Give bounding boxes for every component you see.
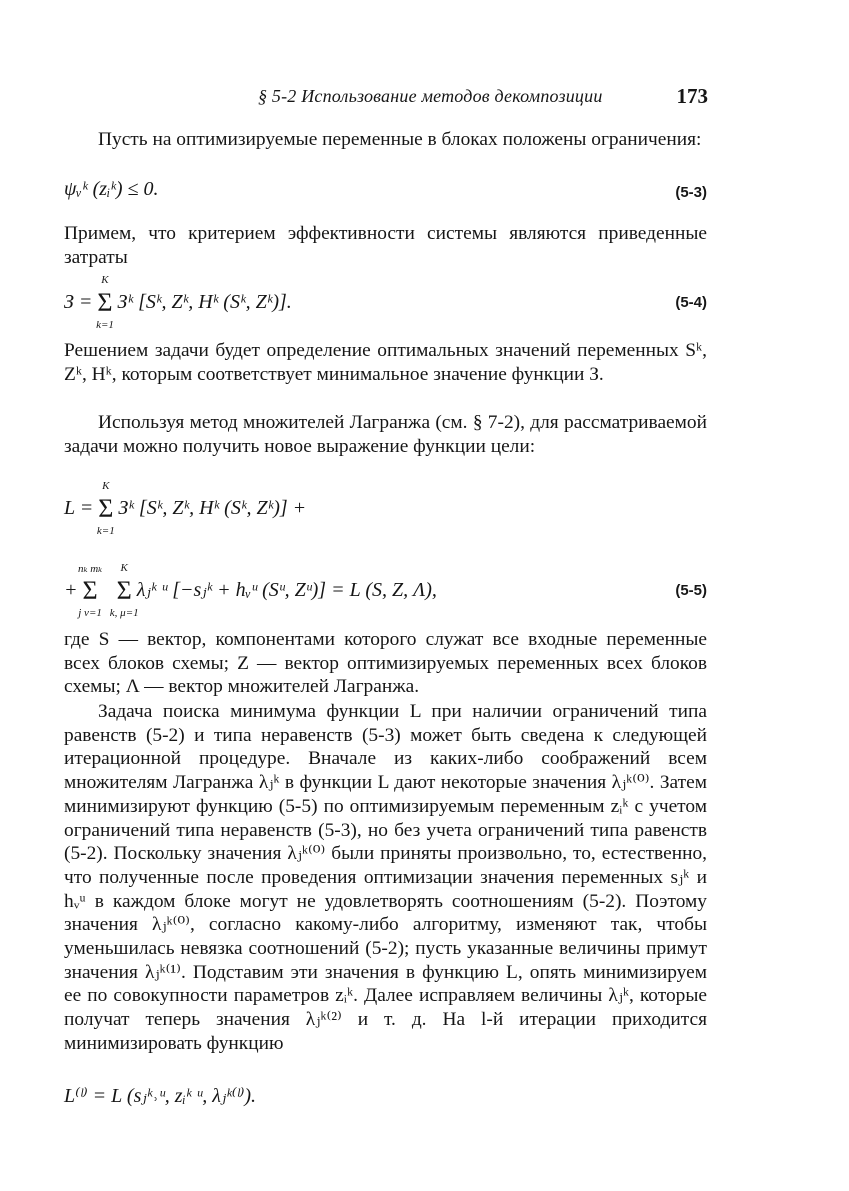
formula-body: Зᵏ [Sᵏ, Zᵏ, Hᵏ (Sᵏ, Zᵏ)] + [118,497,307,519]
sum-upper-limit: K [102,480,110,492]
summation-sign-inner: Σ K k, μ=1 [109,562,139,619]
sum-lower-limit: k=1 [96,319,114,331]
formula-5-5-line2 [64,562,707,619]
paragraph-solution: Решением задачи будет определение оптимальных значений переменных Sᵏ, Zᵏ, Hᵏ, которым соответствует минимальное значение функции З. [64,340,707,385]
sum-lower-limit: j ν=1 [78,607,102,619]
running-header [258,84,708,112]
summation-sign-outer: Σ nₖ mₖ j ν=1 [77,563,103,619]
sum-lower-limit: k=1 [96,525,115,537]
equation-number: (5-5) [675,582,707,599]
equation-number: (5-4) [675,294,707,311]
page-number: 173 [676,84,708,108]
paragraph-vectors: где S — вектор, компонентами которого служат все входные переменные всех блоков схемы; Z — вектор оптимизируемых переменных всех блоков схемы; Λ — вектор множителей Лагранжа. [64,629,707,698]
paragraph-lagrange: Используя метод множителей Лагранжа (см. § 7-2), для рассматриваемой задачи можно получить новое выражение функции цели: [64,412,707,457]
formula-expression: L⁽ˡ⁾ = L (sⱼᵏ˒ᵘ, zᵢᵏ ᵘ, λⱼᵏ⁽ˡ⁾). [64,1085,257,1107]
formula-5-5-line1 [64,480,707,537]
paragraph-constraints: Пусть на оптимизируемые переменные в блоках положены ограничения: [98,129,702,150]
sum-lower-limit: k, μ=1 [109,607,139,619]
formula-lhs: L = [64,497,94,519]
sum-upper-limit: K [101,274,109,286]
equation-number: (5-3) [675,184,707,201]
section-title: § 5-2 Использование методов декомпозиции [258,86,603,106]
sum-upper-limit: nₖ mₖ [77,563,103,575]
formula-expression: ψᵥᵏ (zᵢᵏ) ≤ 0. [64,178,159,200]
formula-5-4 [64,274,707,331]
formula-lhs: З = [64,291,93,313]
paragraph-iteration: Задача поиска минимума функции L при наличии ограничений типа равенств (5-2) и типа неравенств (5-3) может быть сведена к следующей итерационной процедуре. Вначале из каких-либо соображений всем множителям Лагранжа λⱼᵏ в функции L дают некоторые значения λⱼᵏ⁽⁰⁾. Затем минимизируют функцию (5-5) по оптимизируемым переменным zᵢᵏ с учетом ограничений типа неравенств (5-3), но без учета ограничений типа равенств (5-2). Поскольку значения λⱼᵏ⁽⁰⁾ были приняты произвольно, то, естественно, что полученные после проведения оптимизации значения переменных sⱼᵏ и hᵥᵘ в каждом блоке могут не удовлетворять соотношениям (5-2). Поэтому значения λⱼᵏ⁽⁰⁾, согласно какому-либо алгоритму, изменяют так, чтобы уменьшилась невязка соотношений (5-2); пусть указанные величины примут значения λⱼᵏ⁽¹⁾. Подставим эти значения в функцию L, опять минимизируем ее по совокупности параметров zᵢᵏ. Далее исправляем величины λⱼᵏ, которые получат теперь значения λⱼᵏ⁽²⁾ и т. д. На l-й итерации приходится минимизировать функцию [64,701,707,1054]
formula-body: λⱼᵏ ᵘ [−sⱼᵏ + hᵥᵘ (Sᵘ, Zᵘ)] = L (S, Z, Λ), [136,579,437,601]
sum-upper-limit: K [120,562,128,574]
formula-plus: + [64,579,78,601]
formula-iteration-function [64,1083,707,1113]
summation-sign: Σ K k=1 [96,274,114,331]
summation-sign: Σ K k=1 [96,480,115,537]
formula-body: Зᵏ [Sᵏ, Zᵏ, Hᵏ (Sᵏ, Zᵏ)]. [117,291,292,313]
paragraph-criterion: Примем, что критерием эффективности системы являются приведенные затраты [64,223,707,268]
formula-5-3 [64,178,707,206]
